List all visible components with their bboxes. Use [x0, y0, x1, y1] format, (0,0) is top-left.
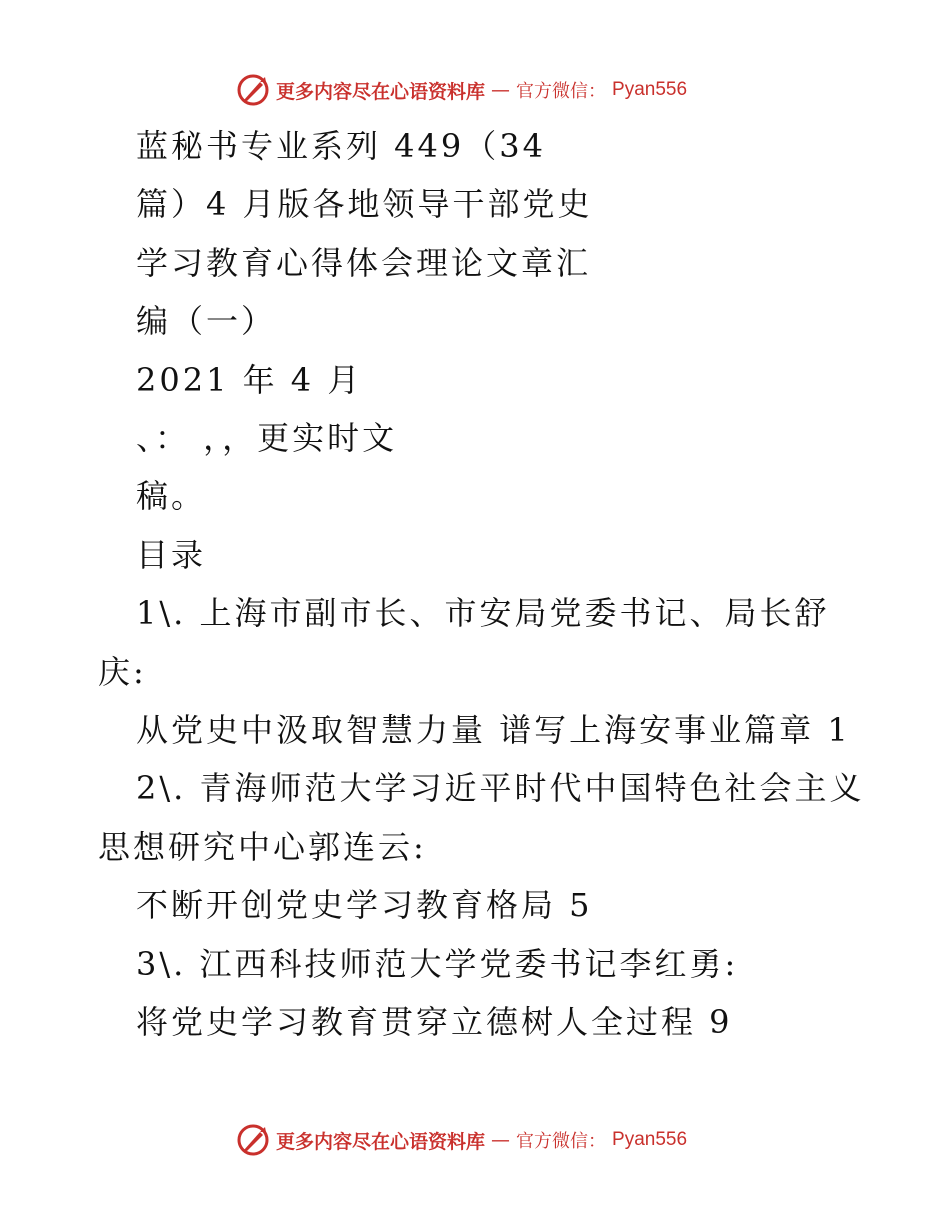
toc-item-3-line-1: 3\. 江西科技师范大学党委书记李红勇:: [136, 945, 739, 983]
watermark-wechat-id: Pyan556: [612, 1129, 688, 1150]
watermark-site-name: 更多内容尽在心语资料库: [276, 1130, 486, 1153]
watermark-site-name: 更多内容尽在心语资料库: [276, 80, 486, 103]
toc-item-3-title: 将党史学习教育贯穿立德树人全过程 9: [136, 1003, 733, 1041]
toc-item-1-line-1: 1\. 上海市副市长、市安局党委书记、局长舒: [136, 594, 830, 632]
watermark-wechat-label: 官方微信：: [516, 1131, 607, 1152]
quill-pen-logo-icon: [236, 1123, 270, 1157]
doc-title-line-2: 篇）4 月版各地领导干部党史: [136, 185, 593, 223]
doc-notice-line-1: 、： ，，更实时文: [136, 419, 398, 457]
watermark-dash: —: [491, 1129, 511, 1151]
doc-notice-line-2: 稿。: [136, 477, 207, 515]
doc-date: 2021 年 4 月: [136, 361, 363, 399]
watermark-header: [236, 73, 687, 107]
doc-title-line-1: 蓝秘书专业系列 449（34: [136, 127, 546, 165]
doc-title-line-3: 学习教育心得体会理论文章汇: [136, 244, 592, 282]
watermark-dash: —: [491, 79, 511, 101]
toc-item-2-title: 不断开创党史学习教育格局 5: [136, 886, 593, 924]
toc-heading: 目录: [136, 536, 207, 574]
watermark-wechat-id: Pyan556: [612, 79, 688, 100]
watermark-footer: [236, 1123, 687, 1157]
quill-pen-logo-icon: [236, 73, 270, 107]
watermark-wechat-label: 官方微信：: [516, 81, 607, 102]
doc-title-line-4: 编（一）: [136, 302, 277, 340]
toc-item-1-line-2: 庆:: [98, 653, 147, 691]
toc-item-2-line-2: 思想研究中心郭连云:: [98, 828, 427, 866]
toc-item-2-line-1: 2\. 青海师范大学习近平时代中国特色社会主义: [136, 769, 865, 807]
toc-item-1-title: 从党史中汲取智慧力量 谱写上海安事业篇章 1: [136, 711, 851, 749]
